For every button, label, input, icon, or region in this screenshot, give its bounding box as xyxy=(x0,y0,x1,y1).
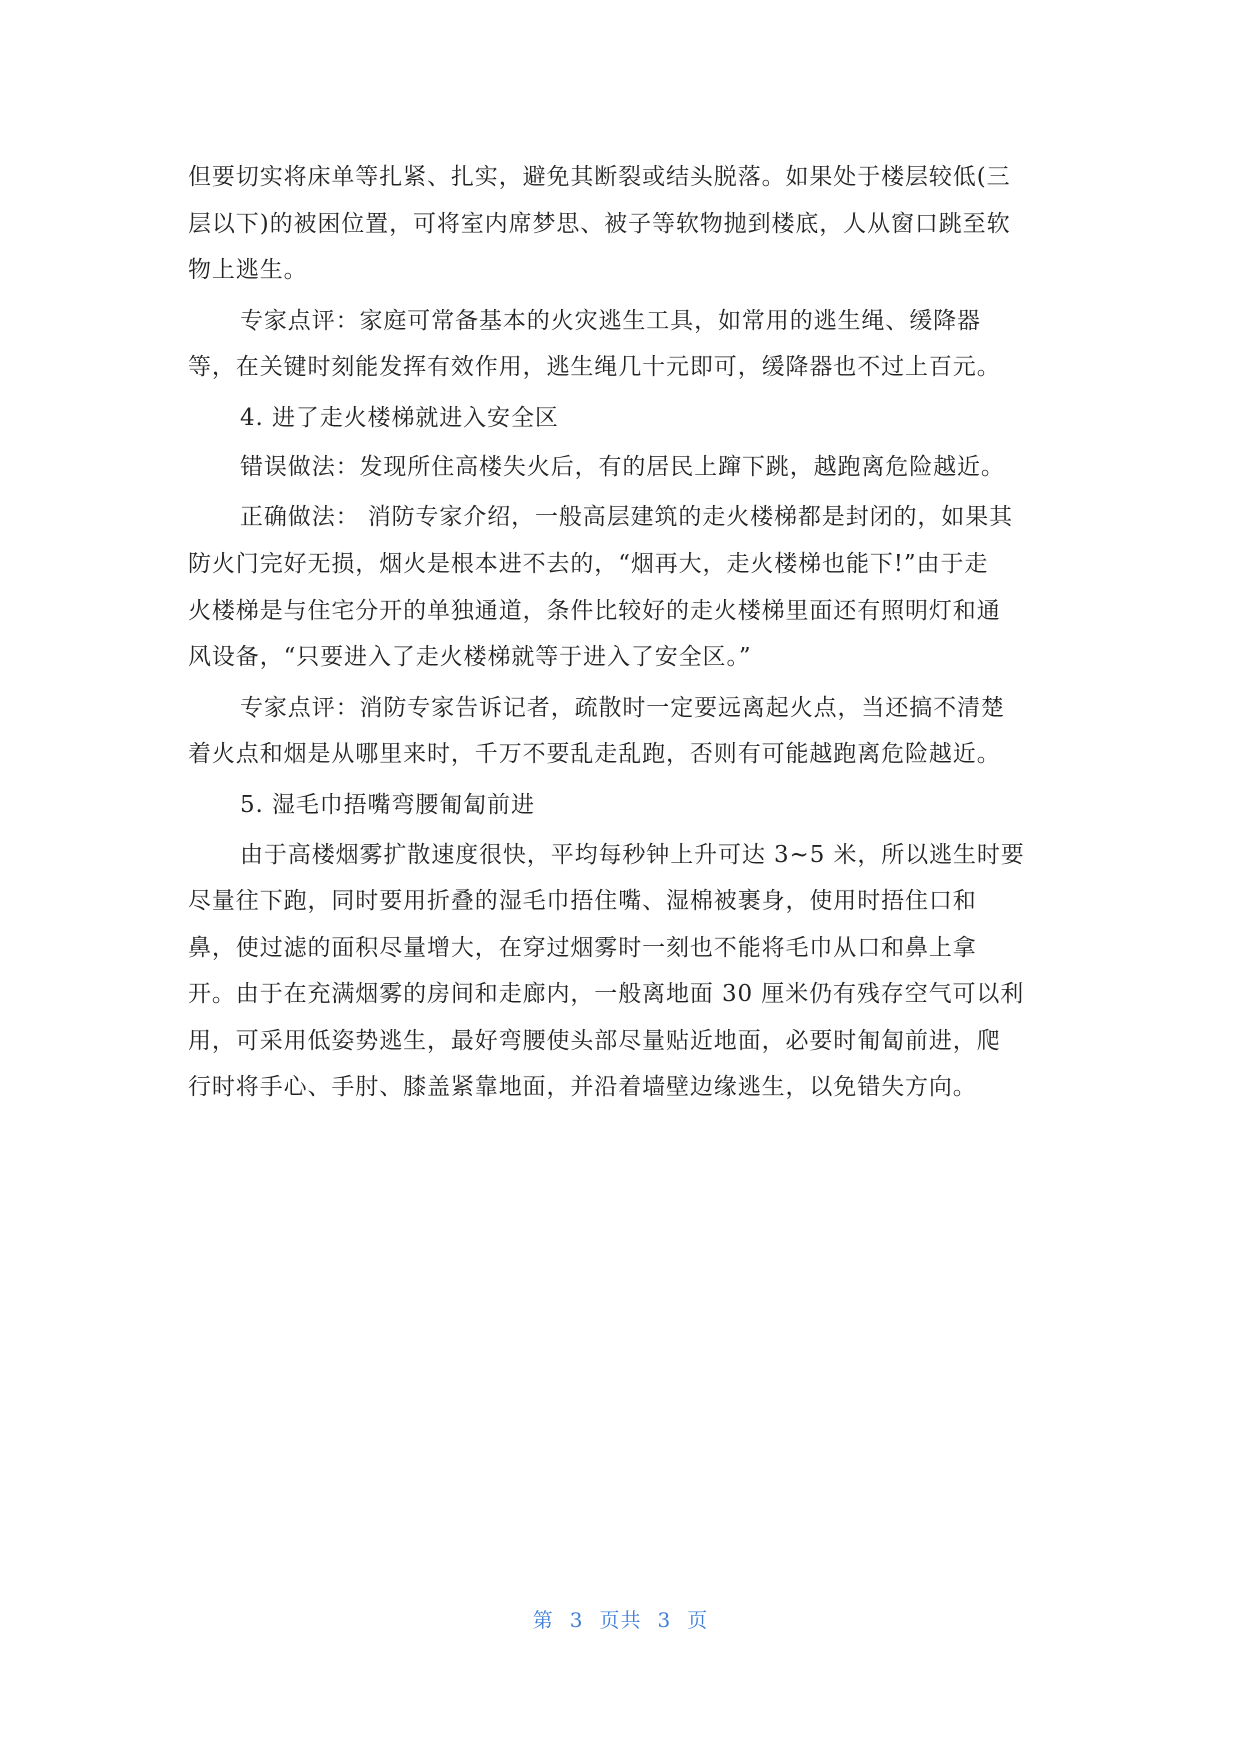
paragraph-start-line: 专家点评：家庭可常备基本的火灾逃生工具，如常用的逃生绳、缓降器 xyxy=(240,308,981,334)
body-line: 防火门完好无损，烟火是根本进不去的，“烟再大，走火楼梯也能下!”由于走 xyxy=(188,551,989,577)
paragraph-start-line: 正确做法： 消防专家介绍，一般高层建筑的走火楼梯都是封闭的，如果其 xyxy=(240,504,1014,530)
page-footer xyxy=(0,1604,1241,1633)
footer-total-pages: 3 xyxy=(657,1608,672,1632)
body-line: 尽量往下跑，同时要用折叠的湿毛巾捂住嘴、湿棉被裹身，使用时捂住口和 xyxy=(188,888,977,914)
body-line: 用，可采用低姿势逃生，最好弯腰使头部尽量贴近地面，必要时匍匐前进，爬 xyxy=(188,1028,1001,1054)
body-line: 开。由于在充满烟雾的房间和走廊内，一般离地面 30 厘米仍有残存空气可以利 xyxy=(188,981,1025,1007)
body-line: 但要切实将床单等扎紧、扎实，避免其断裂或结头脱落。如果处于楼层较低(三 xyxy=(188,164,1011,190)
body-line: 层以下)的被困位置，可将室内席梦思、被子等软物抛到楼底，人从窗口跳至软 xyxy=(188,211,1011,237)
footer-suffix: 页 xyxy=(687,1608,709,1632)
body-line: 行时将手心、手肘、膝盖紧靠地面，并沿着墙壁边缘逃生，以免错失方向。 xyxy=(188,1074,977,1100)
footer-prefix: 第 xyxy=(532,1608,554,1632)
paragraph-start-line: 错误做法：发现所住高楼失火后，有的居民上蹿下跳，越跑离危险越近。 xyxy=(240,454,1005,480)
body-line: 物上逃生。 xyxy=(188,257,308,283)
body-line: 风设备，“只要进入了走火楼梯就等于进入了安全区。” xyxy=(188,644,752,670)
section-heading: 4. 进了走火楼梯就进入安全区 xyxy=(240,405,559,431)
body-line: 着火点和烟是从哪里来时，千万不要乱走乱跑，否则有可能越跑离危险越近。 xyxy=(188,741,1001,767)
paragraph-start-line: 由于高楼烟雾扩散速度很快，平均每秒钟上升可达 3~5 米，所以逃生时要 xyxy=(240,842,1025,868)
section-heading: 5. 湿毛巾捂嘴弯腰匍匐前进 xyxy=(240,792,535,818)
body-line: 等，在关键时刻能发挥有效作用，逃生绳几十元即可，缓降器也不过上百元。 xyxy=(188,354,1001,380)
footer-current-page: 3 xyxy=(569,1608,584,1632)
footer-middle: 页共 xyxy=(599,1608,642,1632)
body-line: 鼻，使过滤的面积尽量增大，在穿过烟雾时一刻也不能将毛巾从口和鼻上拿 xyxy=(188,935,977,961)
paragraph-start-line: 专家点评：消防专家告诉记者，疏散时一定要远离起火点，当还搞不清楚 xyxy=(240,695,1005,721)
body-line: 火楼梯是与住宅分开的单独通道，条件比较好的走火楼梯里面还有照明灯和通 xyxy=(188,598,1001,624)
